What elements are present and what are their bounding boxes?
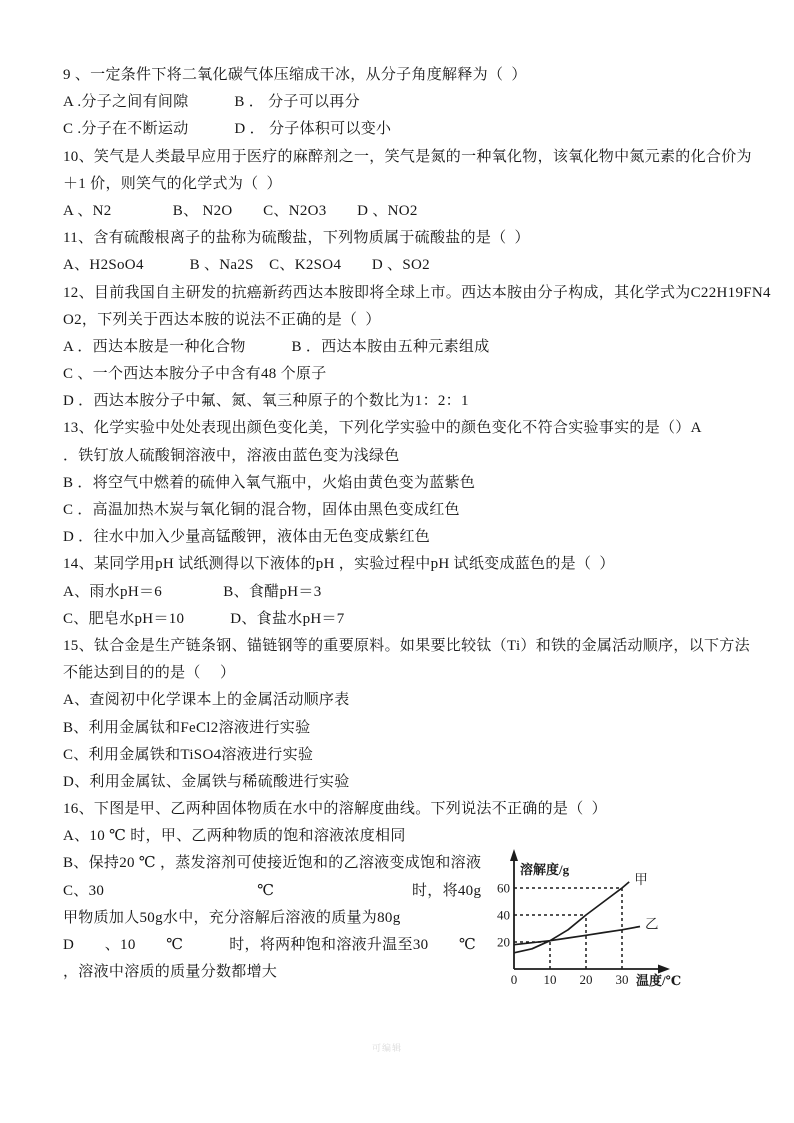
text-line: D 、10 ℃ 时，将两种饱和溶液升温至30 ℃ [63, 937, 477, 953]
text-line: O2，下列关于西达本胺的说法不正确的是（ ） [63, 311, 381, 328]
text-line: 不能达到目的的是（ ） [63, 665, 236, 682]
text-line: 10、笑气是人类最早应用于医疗的麻醉剂之一，笑气是氮的一种氧化物，该氧化物中氮元素的化合价为 [63, 148, 752, 165]
solubility-chart-svg [492, 843, 744, 995]
text-line: D ．往水中加入少量高锰酸钾，液体由无色变成紫红色 [63, 529, 431, 546]
question-11 [63, 225, 754, 279]
question-15 [63, 633, 754, 796]
text-line: C .分子在不断运动 D ． 分子体积可以变小 [63, 121, 392, 138]
text-line: A、H2SoO4 B 、Na2S C、K2SO4 D 、SO2 [63, 257, 430, 274]
text-line: B、利用金属钛和FeCl2溶液进行实验 [63, 719, 311, 736]
text-line: 13、化学实验中处处表现出颜色变化美，下列化学实验中的颜色变化不符合实验事实的是（）A [63, 420, 702, 437]
text-line: C ．高温加热木炭与氧化铜的混合物，固体由黑色变成红色 [63, 502, 460, 518]
question-10 [63, 144, 754, 226]
text-line: ，溶液中溶质的质量分数都增大 [63, 964, 278, 981]
text-line: C 、一个西达本胺分子中含有48 个原子 [63, 366, 327, 383]
watermark: 可编辑 [372, 1043, 403, 1053]
text-line: 15、钛合金是生产链条钢、锚链钢等的重要原料。如果要比较钛（Ti）和铁的金属活动顺序，以下方法 [63, 637, 750, 654]
text-line: 12、目前我国自主研发的抗癌新药西达本胺即将全球上市。西达本胺由分子构成，其化学式为C22H19FN4 [63, 284, 771, 301]
question-12 [63, 280, 771, 416]
svg-text:20: 20 [579, 972, 593, 987]
svg-text:40: 40 [497, 907, 510, 923]
text-line: 甲物质加人50g水中，充分溶解后溶液的质量为80g [63, 909, 401, 926]
question-13 [63, 415, 754, 551]
text-line: B ．将空气中燃着的硫伸入氧气瓶中，火焰由黄色变为蓝紫色 [63, 474, 476, 491]
svg-text:甲: 甲 [634, 871, 648, 887]
svg-text:30: 30 [615, 972, 629, 987]
text-line: C、利用金属铁和TiSO4溶液进行实验 [63, 746, 314, 763]
svg-text:温度/℃: 温度/℃ [636, 973, 682, 988]
text-line: 16、下图是甲、乙两种固体物质在水中的溶解度曲线。下列说法不正确的是（ ） [63, 801, 607, 818]
text-line: 11、含有硫酸根离子的盐称为硫酸盐，下列物质属于硫酸盐的是（ ） [63, 230, 530, 247]
text-line: D、利用金属钛、金属铁与稀硫酸进行实验 [63, 773, 350, 790]
svg-text:20: 20 [497, 934, 510, 950]
svg-text:60: 60 [497, 880, 510, 896]
question-14 [63, 551, 754, 633]
text-line: 9 、一定条件下将二氧化碳气体压缩成干冰，从分子角度解释为（ ） [63, 67, 527, 83]
text-line: 14、某同学用pH 试纸测得以下液体的pH ，实验过程中pH 试纸变成蓝色的是（ ） [63, 556, 615, 573]
text-line: B、保持20 ℃ ，蒸发溶剂可使接近饱和的乙溶液变成饱和溶液 [63, 855, 482, 872]
text-line: A ．西达本胺是一种化合物 B ．西达本胺由五种元素组成 [63, 338, 490, 355]
question-9 [63, 62, 754, 144]
text-line: A、10 ℃ 时，甲、乙两种物质的饱和溶液浓度相同 [63, 828, 406, 845]
text-line: ＋1 价，则笑气的化学式为（ ） [63, 175, 282, 192]
text-line: C、肥皂水pH＝10 D、食盐水pH＝7 [63, 610, 345, 627]
text-line: D ．西达本胺分子中氟、氮、氧三种原子的个数比为1：2：1 [63, 393, 469, 410]
text-line: A 、N2 B、 N2O C、N2O3 D 、NO2 [63, 202, 418, 219]
text-line: A、雨水pH＝6 B、食醋pH＝3 [63, 583, 322, 600]
text-line: C、30 ℃ 时，将40g [63, 882, 482, 899]
svg-text:溶解度/g: 溶解度/g [520, 862, 570, 877]
text-line: ．铁钉放人硫酸铜溶液中，溶液由蓝色变为浅绿色 [63, 447, 400, 464]
svg-text:乙: 乙 [645, 916, 659, 932]
text-line: A、查阅初中化学课本上的金属活动顺序表 [63, 692, 350, 709]
svg-text:10: 10 [543, 972, 557, 987]
text-line: A .分子之间有间隙 B ． 分子可以再分 [63, 94, 360, 111]
svg-text:0: 0 [510, 972, 518, 987]
solubility-chart [492, 843, 744, 995]
